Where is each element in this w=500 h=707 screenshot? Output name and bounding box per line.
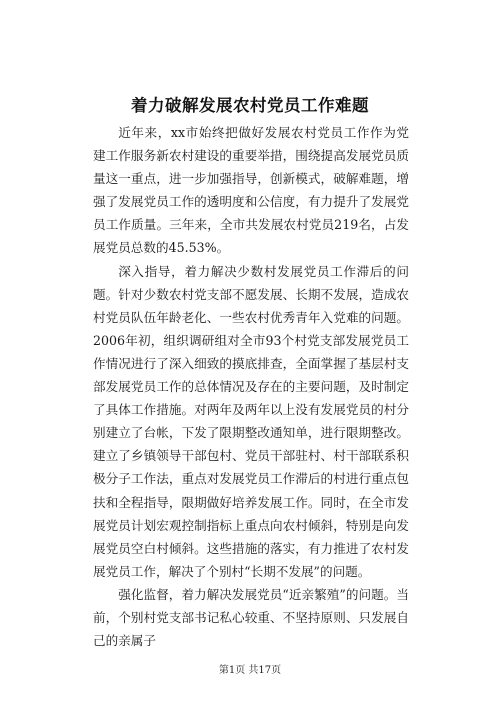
paragraph: 强化监督，着力解决发展党员“近亲繁殖”的问题。当前，个别村党支部书记私心较重、不坚持原则、只发展自己的亲属子 (93, 586, 409, 649)
paragraph: 近年来，xx市始终把做好发展农村党员工作作为党建工作服务新农村建设的重要举措，围绕提高发展党员质量这一重点，进一步加强指导，创新模式，破解难题，增强了发展党员工作的透明度和公信度，有力提升了发展党员工作质量。三年来，全市共发展农村党员219名，占发展党员总数的45.53%。 (93, 125, 409, 256)
page-footer: 第1页 共17页 (218, 665, 282, 676)
paragraph: 深入指导，着力解决少数村发展党员工作滞后的问题。针对少数农村党支部不愿发展、长期不发展，造成农村党员队伍年龄老化、一些农村优秀青年入党难的问题。2006年初，组织调研组对全市93个村党支部发展党员工作情况进行了深入细致的摸底排查，全面掌握了基层村支部发展党员工作的总体情况及存在的主要问题，及时制定了具体工作措施。对两年及两年以上没有发展党员的村分别建立了台帐，下发了限期整改通知单，进行限期整改。建立了乡镇领导干部包村、党员干部驻村、村干部联系积极分子工作法，重点对发展党员工作滞后的村进行重点包扶和全程指导，限期做好培养发展工作。同时，在全市发展党员计划宏观控制指标上重点向农村倾斜，特别是向发展党员空白村倾斜。这些措施的落实，有力推进了农村发展党员工作，解决了个别村“长期不发展”的问题。 (93, 263, 409, 579)
document-body (93, 121, 409, 652)
document-title: 着力破解发展农村党员工作难题 (131, 96, 369, 115)
